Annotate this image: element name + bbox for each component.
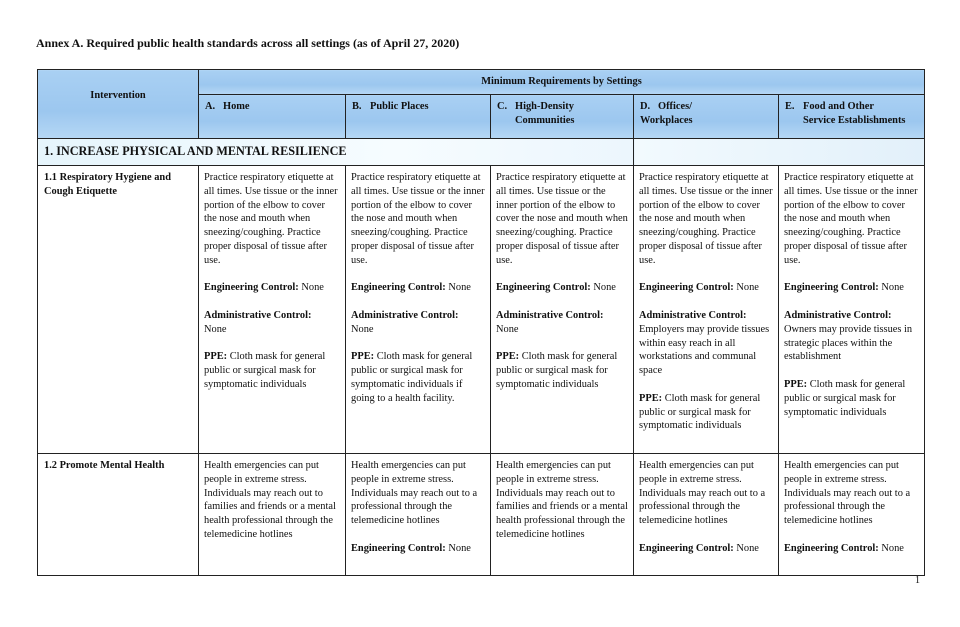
ppe-label: PPE: xyxy=(784,378,808,390)
document-title: Annex A. Required public health standards across all settings (as of April 27, 2020) xyxy=(36,36,460,50)
engineering-value: None xyxy=(736,282,759,294)
cell-food-service xyxy=(779,166,925,454)
cell-offices xyxy=(634,454,779,576)
admin-label: Administrative Control: xyxy=(639,309,747,321)
header-col-food-service xyxy=(779,95,925,139)
col-index: B. xyxy=(352,101,362,112)
engineering-label: Engineering Control: xyxy=(496,282,591,294)
admin-value: Owners may provide tissues in strategic places within the establishment xyxy=(784,323,913,363)
ppe-value: Cloth mask for general public or surgical mask for symptomatic individuals xyxy=(204,351,326,390)
engineering-label: Engineering Control: xyxy=(351,542,446,554)
engineering-label: Engineering Control: xyxy=(351,282,446,294)
ppe-label: PPE: xyxy=(496,351,520,363)
cell-food-service xyxy=(779,454,925,576)
cell-offices xyxy=(634,166,779,454)
header-col-offices xyxy=(634,95,779,139)
standards-table xyxy=(37,69,925,576)
admin-label: Administrative Control: xyxy=(496,309,604,321)
ppe-value: Cloth mask for general public or surgical mask for symptomatic individuals xyxy=(784,378,906,418)
col-index: C. xyxy=(497,101,508,112)
table-row xyxy=(38,454,925,576)
cell-home xyxy=(199,454,346,576)
engineering-label: Engineering Control: xyxy=(784,542,879,554)
engineering-value: None xyxy=(881,542,904,554)
engineering-value: None xyxy=(881,282,904,294)
cell-public-places xyxy=(346,454,491,576)
engineering-label: Engineering Control: xyxy=(784,282,879,294)
admin-value: None xyxy=(204,323,227,335)
col-index: A. xyxy=(205,101,216,112)
engineering-label: Engineering Control: xyxy=(639,282,734,294)
intervention-name: 1.1 Respiratory Hygiene and Cough Etiquette xyxy=(38,166,199,454)
engineering-value: None xyxy=(448,282,471,294)
ppe-value: Cloth mask for general public or surgical mask for symptomatic individuals xyxy=(639,392,761,432)
col-label: High-Density xyxy=(515,101,574,112)
admin-value: None xyxy=(496,323,519,335)
ppe-label: PPE: xyxy=(639,392,663,404)
engineering-value: None xyxy=(301,282,324,294)
cell-text: Practice respiratory etiquette at all times. Use tissue or the inner portion of the elbow to cover the nose and mouth when sneezing/coughing. Practice proper disposal of tissue after use. xyxy=(496,172,628,266)
header-intervention xyxy=(38,70,199,139)
cell-text: Practice respiratory etiquette at all times. Use tissue or the inner portion of the elbow to cover the nose and mouth when sneezing/coughing. Practice proper disposal of tissue after use. xyxy=(639,172,773,266)
cell-text: Health emergencies can put people in extreme stress. Individuals may reach out to a professional through the telemedicine hotlines xyxy=(639,460,766,527)
ppe-label: PPE: xyxy=(204,351,228,363)
cell-text: Health emergencies can put people in extreme stress. Individuals may reach out to families and friends or a mental health professional through the telemedicine hotlines xyxy=(204,460,336,540)
ppe-label: PPE: xyxy=(351,351,375,363)
col-label-line2: Workplaces xyxy=(640,114,693,126)
header-col-high-density xyxy=(491,95,634,139)
cell-home xyxy=(199,166,346,454)
admin-value: None xyxy=(351,323,374,335)
col-label: Food and Other xyxy=(803,101,875,112)
engineering-value: None xyxy=(736,542,759,554)
intervention-name: 1.2 Promote Mental Health xyxy=(38,454,199,576)
header-intervention-label: Intervention xyxy=(90,90,146,102)
section-heading: 1. INCREASE PHYSICAL AND MENTAL RESILIENCE xyxy=(38,139,634,166)
engineering-value: None xyxy=(448,542,471,554)
header-minimum-requirements: Minimum Requirements by Settings xyxy=(199,70,925,95)
col-label-line2: Service Establishments xyxy=(803,114,906,126)
cell-high-density xyxy=(491,166,634,454)
cell-text: Practice respiratory etiquette at all times. Use tissue or the inner portion of the elbow to cover the nose and mouth when sneezing/coughing. Practice proper disposal of tissue after use. xyxy=(351,172,485,266)
admin-label: Administrative Control: xyxy=(204,309,312,321)
cell-text: Practice respiratory etiquette at all times. Use tissue or the inner portion of the elbow to cover the nose and mouth when sneezing/coughing. Practice proper disposal of tissue after use. xyxy=(204,172,338,266)
ppe-value: Cloth mask for general public or surgical mask for symptomatic individuals if going to a health facility. xyxy=(351,351,473,404)
cell-text: Health emergencies can put people in extreme stress. Individuals may reach out to a professional through the telemedicine hotlines xyxy=(351,460,478,527)
admin-label: Administrative Control: xyxy=(351,309,459,321)
header-col-public-places xyxy=(346,95,491,139)
admin-label: Administrative Control: xyxy=(784,309,892,321)
engineering-label: Engineering Control: xyxy=(204,282,299,294)
page-number: 1 xyxy=(915,575,920,586)
col-label: Home xyxy=(223,101,250,112)
cell-text: Health emergencies can put people in extreme stress. Individuals may reach out to families and friends or a mental health professional through the telemedicine hotlines xyxy=(496,460,628,540)
admin-value: Employers may provide tissues within easy reach in all workstations and communal space xyxy=(639,323,770,377)
col-index: E. xyxy=(785,101,795,112)
engineering-value: None xyxy=(593,282,616,294)
col-index: D. xyxy=(640,101,651,112)
header-col-home xyxy=(199,95,346,139)
col-label-line2: Communities xyxy=(515,114,575,126)
col-label: Public Places xyxy=(370,101,429,112)
ppe-value: Cloth mask for general public or surgical mask for symptomatic individuals xyxy=(496,351,618,390)
table-row xyxy=(38,166,925,454)
col-label: Offices/ xyxy=(658,101,693,112)
cell-high-density xyxy=(491,454,634,576)
cell-text: Practice respiratory etiquette at all times. Use tissue or the inner portion of the elbow to cover the nose and mouth when sneezing/coughing. Practice proper disposal of tissue after use. xyxy=(784,172,918,266)
engineering-label: Engineering Control: xyxy=(639,542,734,554)
cell-public-places xyxy=(346,166,491,454)
cell-text: Health emergencies can put people in extreme stress. Individuals may reach out to a professional through the telemedicine hotlines xyxy=(784,460,911,527)
section-heading-blank xyxy=(634,139,925,166)
